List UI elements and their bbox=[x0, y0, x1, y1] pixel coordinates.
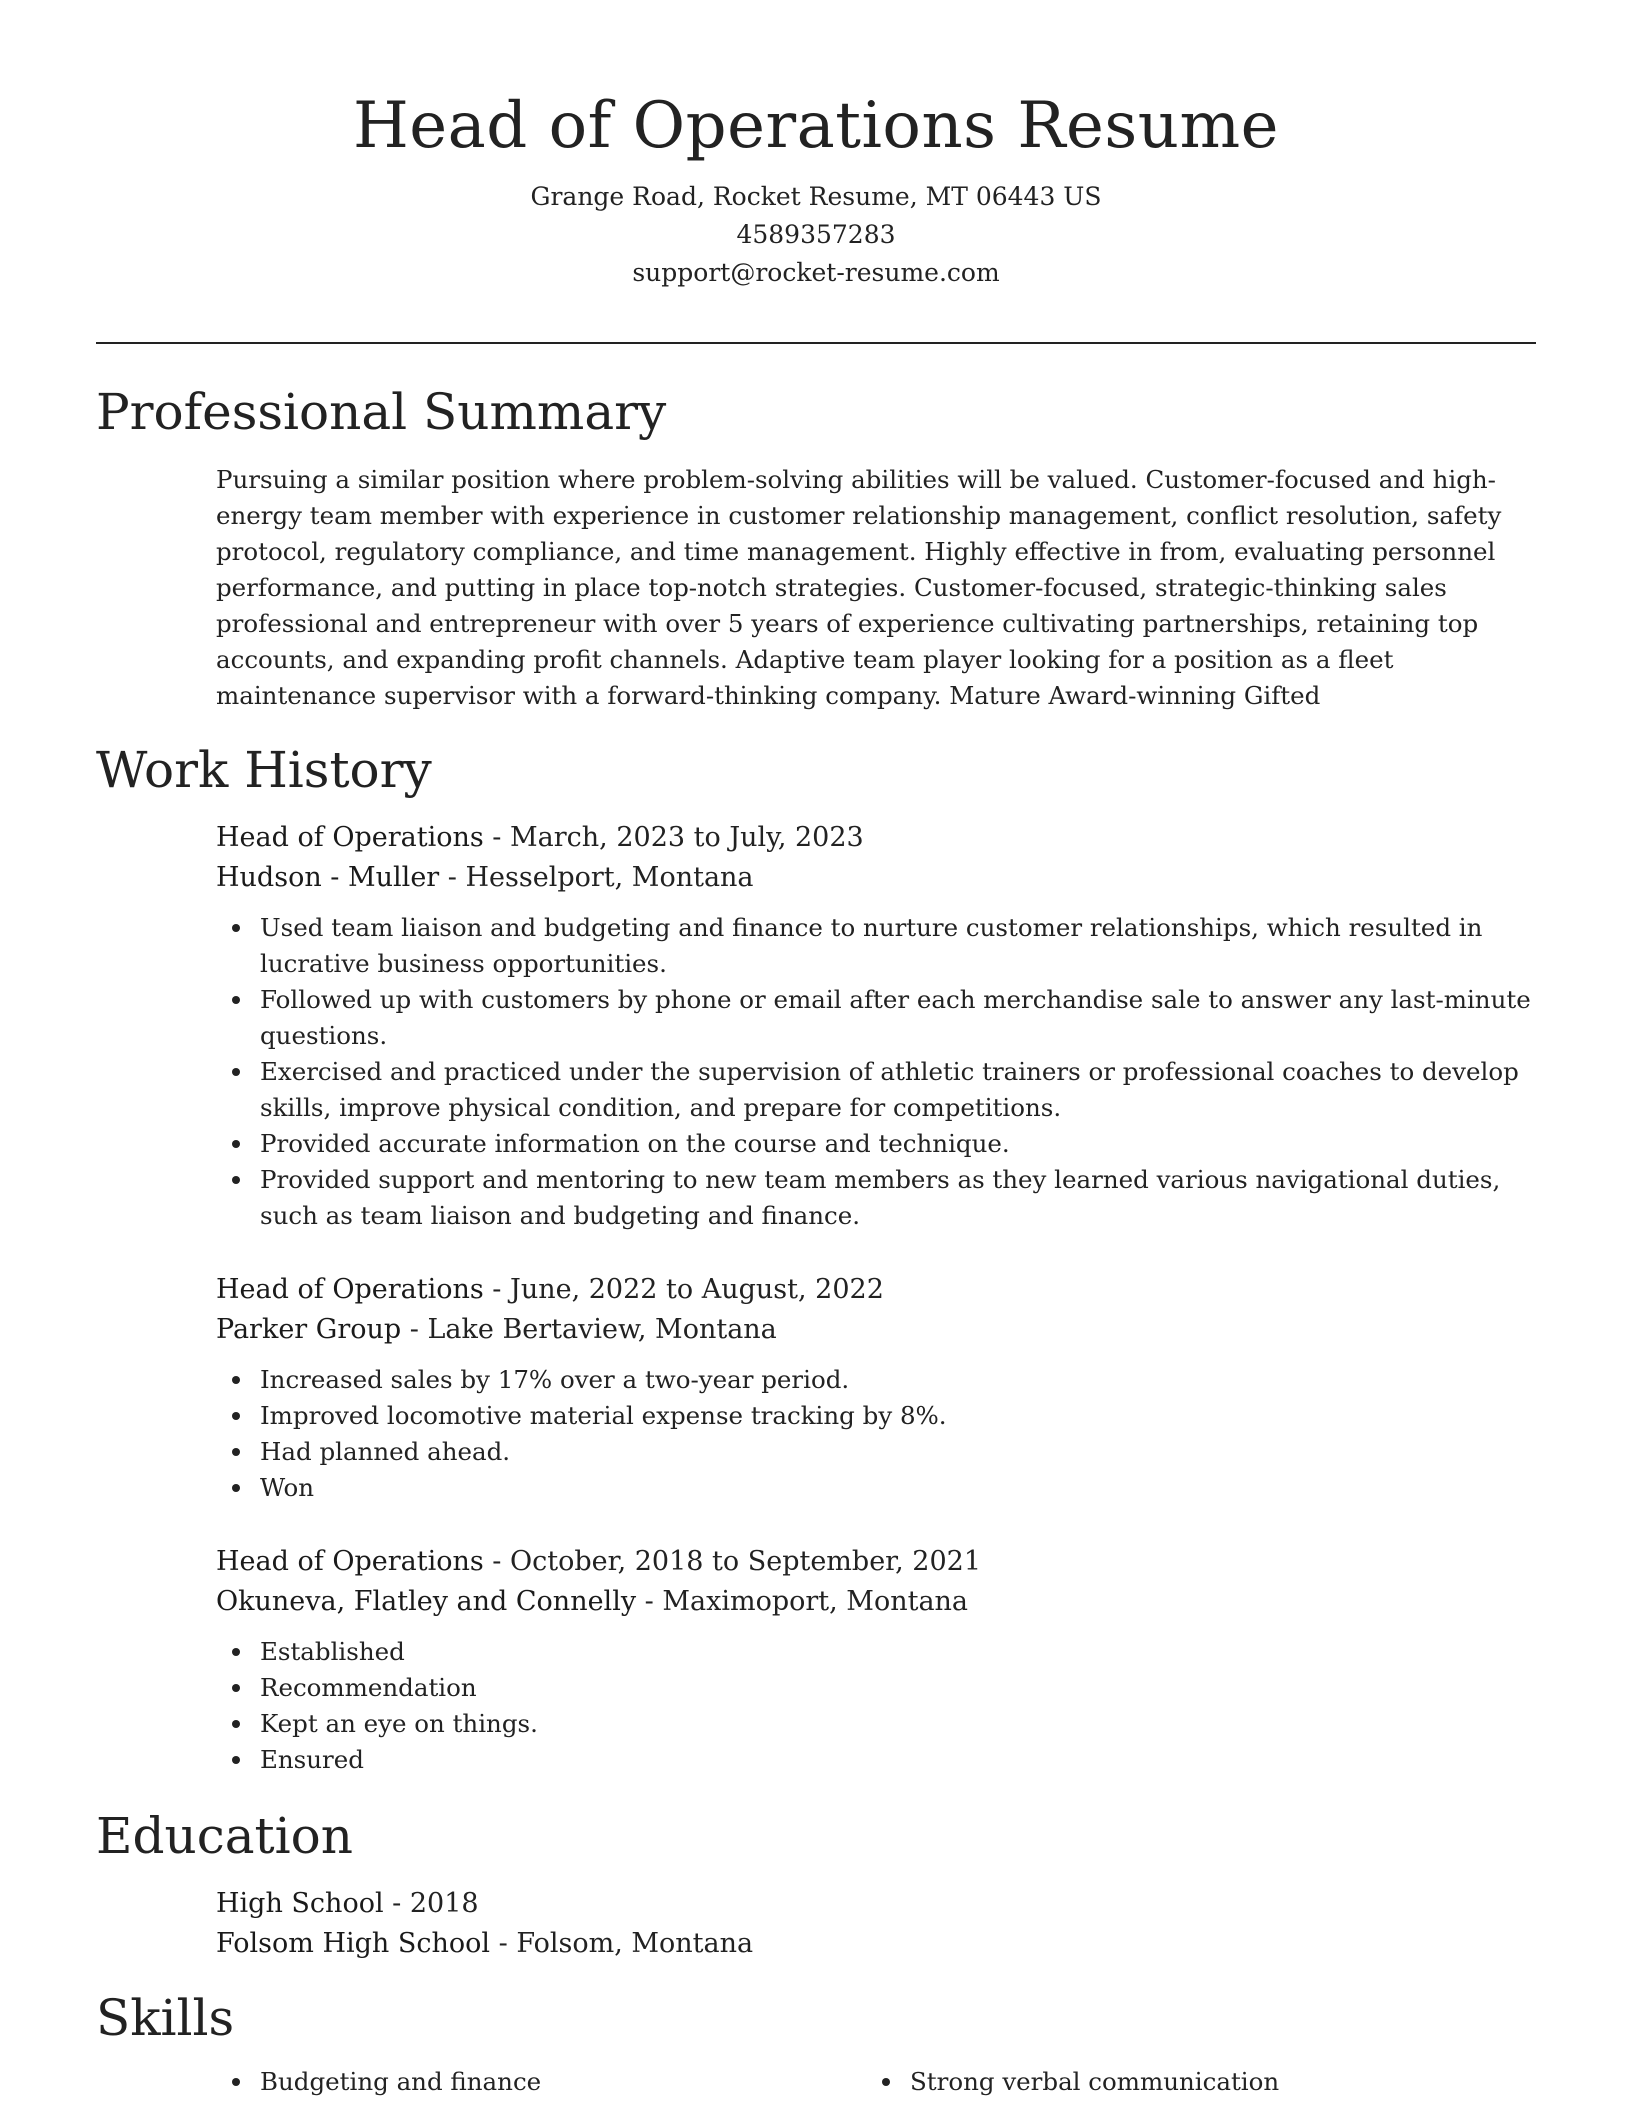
job-title: Head of Operations bbox=[216, 822, 484, 853]
resume-header bbox=[96, 84, 1536, 292]
page-title: Head of Operations Resume bbox=[352, 89, 1280, 163]
skills-column-left bbox=[216, 2064, 866, 2100]
skills-right-list bbox=[866, 2064, 1516, 2100]
job-title-line bbox=[216, 1270, 1536, 1310]
education-degree: High School bbox=[216, 1888, 384, 1919]
education-entry bbox=[216, 1884, 1536, 1964]
list-item: Strong verbal communication bbox=[866, 2064, 1516, 2100]
contact-address: Grange Road, Rocket Resume, MT 06443 US bbox=[530, 182, 1102, 211]
summary-heading: Professional Summary bbox=[96, 383, 667, 441]
list-item: Won bbox=[216, 1470, 1536, 1506]
header-divider bbox=[96, 342, 1536, 344]
education-year: - 2018 bbox=[383, 1888, 479, 1919]
skills-list bbox=[216, 2064, 1536, 2100]
job-dates: - October, 2018 to September, 2021 bbox=[483, 1546, 981, 1577]
contact-info bbox=[96, 178, 1536, 292]
job-company-line bbox=[216, 858, 1536, 898]
list-item: Improved locomotive material expense tracking by 8%. bbox=[216, 1398, 1536, 1434]
job-company: Okuneva, Flatley and Connelly bbox=[216, 1586, 637, 1617]
list-item: Budgeting and finance bbox=[216, 2064, 866, 2100]
contact-phone: 4589357283 bbox=[736, 220, 896, 249]
job-entry bbox=[216, 1542, 1536, 1778]
skills-heading: Skills bbox=[96, 1989, 235, 2047]
education-school: Folsom High School bbox=[216, 1928, 491, 1959]
work-history-heading: Work History bbox=[96, 741, 432, 799]
list-item: Used team liaison and budgeting and finance to nurture customer relationships, which resulted in lucrative business opportunities. bbox=[216, 910, 1536, 982]
job-location: - Lake Bertaview, Montana bbox=[401, 1314, 777, 1345]
job-bullets bbox=[216, 910, 1536, 1234]
job-company-line bbox=[216, 1310, 1536, 1350]
list-item: Kept an eye on things. bbox=[216, 1706, 1536, 1742]
job-location: - Maximoport, Montana bbox=[636, 1586, 969, 1617]
job-title-line bbox=[216, 818, 1536, 858]
list-item: Established bbox=[216, 1634, 1536, 1670]
job-title: Head of Operations bbox=[216, 1274, 484, 1305]
job-company: Hudson - Muller bbox=[216, 862, 440, 893]
education-school-line bbox=[216, 1924, 1536, 1964]
job-bullets bbox=[216, 1362, 1536, 1506]
education-heading: Education bbox=[96, 1807, 353, 1865]
list-item: Increased sales by 17% over a two-year period. bbox=[216, 1362, 1536, 1398]
education-degree-line bbox=[216, 1884, 1536, 1924]
job-bullets bbox=[216, 1634, 1536, 1778]
skills-column-right bbox=[866, 2064, 1516, 2100]
list-item: Recommendation bbox=[216, 1670, 1536, 1706]
education-location: - Folsom, Montana bbox=[490, 1928, 754, 1959]
list-item: Provided accurate information on the course and technique. bbox=[216, 1126, 1536, 1162]
job-title: Head of Operations bbox=[216, 1546, 484, 1577]
job-entry bbox=[216, 818, 1536, 1234]
job-company: Parker Group bbox=[216, 1314, 402, 1345]
job-entry bbox=[216, 1270, 1536, 1506]
list-item: Exercised and practiced under the supervision of athletic trainers or professional coaches to develop skills, improve physical condition, and prepare for competitions. bbox=[216, 1054, 1536, 1126]
job-company-line bbox=[216, 1582, 1536, 1622]
contact-email: support@rocket-resume.com bbox=[632, 258, 1000, 287]
list-item: Had planned ahead. bbox=[216, 1434, 1536, 1470]
job-title-line bbox=[216, 1542, 1536, 1582]
list-item: Ensured bbox=[216, 1742, 1536, 1778]
summary-section bbox=[216, 462, 1536, 714]
summary-text: Pursuing a similar position where problem-solving abilities will be valued. Customer-focused and high-energy team member with experience in customer relationship management, conflict resolution, safety protocol, regulatory compliance, and time management. Highly effective in from, evaluating personnel performance, and putting in place top-notch strategies. Customer-focused, strategic-thinking sales professional and entrepreneur with over 5 years of experience cultivating partnerships, retaining top accounts, and expanding profit channels. Adaptive team player looking for a position as a fleet maintenance supervisor with a forward-thinking company. Mature Award-winning Gifted bbox=[216, 465, 1502, 710]
skills-left-list bbox=[216, 2064, 866, 2100]
job-dates: - March, 2023 to July, 2023 bbox=[483, 822, 864, 853]
job-dates: - June, 2022 to August, 2022 bbox=[483, 1274, 884, 1305]
list-item: Provided support and mentoring to new team members as they learned various navigational duties, such as team liaison and budgeting and finance. bbox=[216, 1162, 1536, 1234]
list-item: Followed up with customers by phone or email after each merchandise sale to answer any last-minute questions. bbox=[216, 982, 1536, 1054]
job-location: - Hesselport, Montana bbox=[439, 862, 754, 893]
